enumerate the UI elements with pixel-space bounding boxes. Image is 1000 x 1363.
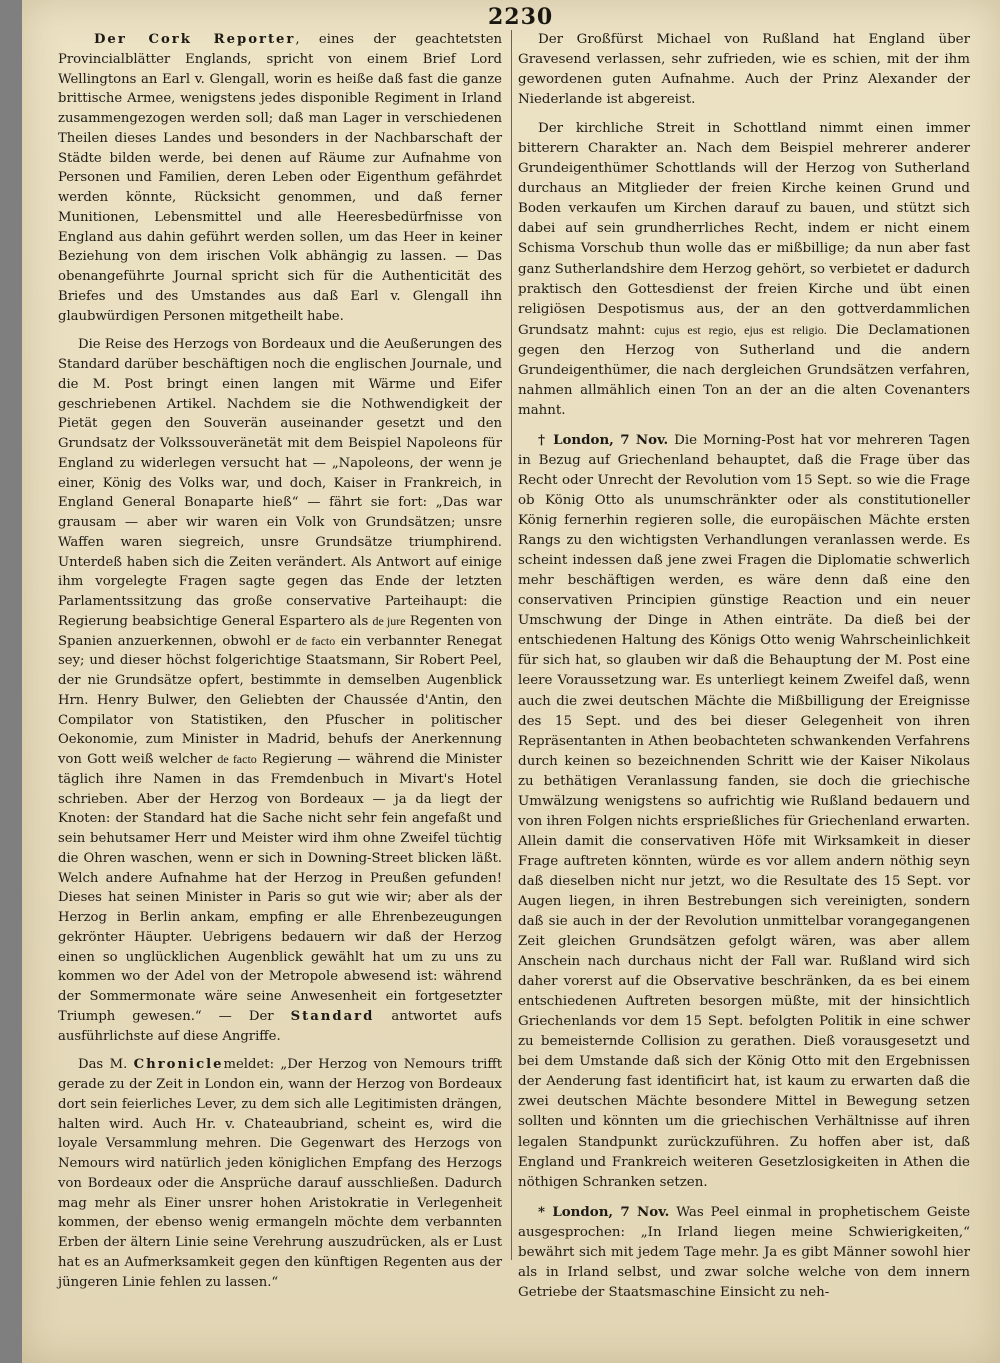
article-text: Die Reise des Herzogs von Bordeaux und die Aeußerungen des Standard darüber beschäftigen noch die englischen Journale, und die M. Post bringt einen langen mit Wärme und Eifer geschriebenen Artikel. Nachdem sie die Nothwendigkeit der Pietät gegen den Souverän auseinander gesetzt und den Grundsatz der Volkssouveränetät mit dem Beispiel Napoleons für England zu widerlegen versucht hat — „Napoleons, der wenn je einer, König des Volks war, und doch, Kaiser in Frankreich, in England General Bonaparte hieß“ — fährt sie fort: „Das war grausam — aber wir waren ein Volk von Grundsätzen; unsre Waffen waren siegreich, unsre Grundsätze triumphirend. Unterdeß haben sich die Zeiten verändert. Als Antwort auf einige ihm vorgelegte Fragen sagte gegen das Ende der letzten Parlamentssitzung das große conservative Parteihaupt: die Regierung beabsichtige General Espartero als [58, 337, 502, 629]
article-text: meldet: „Der Herzog von Nemours trifft gerade zu der Zeit in London ein, wann der Herzog von Bordeaux dort sein feierliches Lever, zu dem sich alle Legitimisten drängen, halten wird. Auch Hr. v. Chateaubriand, scheint es, wird die loyale Versammlung mehren. Die Gegenwart des Herzogs von Nemours wird natürlich jeden königlichen Empfang des Herzogs von Bordeaux oder die Ansprüche darauf ausschließen. Dadurch mag mehr als Einer unsrer hohen Aristokratie in Verlegenheit kommen, der ebenso wenig ermangeln möchte dem verbannten Erben der ältern Linie seine Verehrung auszudrücken, als er Lust hat es an Aufmerksamkeit gegen den künftigen Regenten aus der jüngeren Linie fehlen zu lassen.“ [58, 1057, 503, 1290]
dateline: † London, 7 Nov. [538, 431, 669, 448]
article-cork-reporter [58, 30, 502, 326]
article-text: Regenten von Spanien anzuerkennen, obwohl er [58, 613, 503, 649]
article-grand-duke: Der Großfürst Michael von Rußland hat England über Gravesend verlassen, sehr zufrieden, wie es schien, mit der ihm gewordenen guten Aufnahme. Auch der Prinz Alexander der Niederlande ist abgereist. [518, 32, 970, 108]
article-text: antwortet aufs ausführlichste auf diese Angriffe. [58, 1008, 502, 1044]
article-scotland-church [518, 119, 970, 421]
latin-phrase: cujus est regio, ejus est religio. [654, 322, 827, 337]
right-column [518, 30, 970, 1312]
article-chronicle [58, 1055, 502, 1292]
left-column [58, 30, 502, 1301]
dateline: * London, 7 Nov. [538, 1203, 670, 1220]
article-london-greece [518, 430, 970, 1193]
latin-phrase: de facto [217, 752, 257, 766]
latin-phrase: de facto [295, 633, 336, 648]
source-name: Standard [290, 1008, 375, 1024]
article-text: Das M. [78, 1057, 128, 1073]
article-duke-bordeaux [58, 335, 502, 1046]
article-london-ireland [518, 1202, 970, 1303]
column-divider [511, 30, 512, 1260]
article-text: Die Morning-Post hat vor mehreren Tagen in Bezug auf Griechenland behauptet, daß die Frage über das Recht oder Unrecht der Revolution vom 15 Sept. so wie die Frage ob König Otto als unumschränkter oder als constitutioneller König fernerhin regieren solle, die europäischen Mächte ersten Rangs zu den wichtigsten Verhandlungen veranlassen werde. Es scheint indessen daß jene zwei Fragen die Diplomatie schwerlich mehr beschäftigen werden, es wäre denn daß eine den conservativen Principien günstige Reaction und ein neuer Umschwung der Dinge in Athen einträte. Da dieß bei der entschiedenen Haltung des Königs Otto wenig Wahrscheinlichkeit für sich hat, so glauben wir daß die Behauptung der M. Post eine leere Voraussetzung war. Es unterliegt keinem Zweifel daß, wenn auch die zwei deutschen Mächte die Mißbilligung der Ereignisse des 15 Sept. und des bei dieser Gelegenheit von ihren Repräsentanten in Athen beobachteten schwankenden Verfahrens durch keinen so bezeichnenden Schritt wie der Kaiser Nikolaus zu bethätigen Veranlassung fanden, sie doch die griechische Umwälzung wenigstens so aufrichtig wie Rußland bedauern und von ihren Folgen nichts ersprießliches für Griechenland erwarten. Allein damit die conservativen Höfe mit Wirksamkeit in dieser Frage auftreten könnten, würde es vor allem andern nöthig seyn daß dieselben nicht nur jetzt, wo die Resultate des 15 Sept. vor Augen liegen, in ihren Bestrebungen sich vereinigten, sondern daß sie auch in der der Revolution unmittelbar vorangegangenen Zeit gleichen Grundsätzen gefolgt wären, was aber allem Anschein nach durchaus nicht der Fall war. Rußland wird sich daher vorerst auf die Observative beschränken, da es bei einem entschiedenen Auftreten besorgen müßte, mit der hinsichtlich Griechenlands vor dem 15 Sept. befolgten Politik in eine schwer zu bemeisternde Collision zu gerathen. Dieß vorausgesetzt und bei dem Umstande daß sich der König Otto mit den Ergebnissen der Aenderung fast identificirt hat, ist kaum zu erwarten daß die zwei deutschen Mächte besondere Mittel in Bewegung setzen sollten und könnten um die griechischen Verhältnisse auf ihren legalen Standpunkt zurückzuführen. Zu hoffen aber ist, daß England und Frankreich weiteren Gesetzlosigkeiten in Athen die nöthigen Schranken setzen. [518, 432, 970, 1190]
page-number: 2230 [488, 4, 554, 30]
newspaper-page [22, 0, 1000, 1363]
article-text: Der kirchliche Streit in Schottland nimmt einen immer bitterern Charakter an. Nach dem Beispiel mehrerer anderer Grundeigenthümer Schottlands will der Herzog von Sutherland durchaus an Mitglieder der freien Kirche keinen Grund und Boden verkaufen um Kirchen darauf zu bauen, und stützt sich dabei auf sein grundherrliches Recht, indem er nicht einem Schisma Vorschub thun wolle das er mißbillige; da nun aber fast ganz Sutherlandshire dem Herzog gehört, so verbietet er dadurch praktisch den Gottesdienst der freien Kirche und übt einen religiösen Despotismus aus, der an den gottverdammlichen Grundsatz mahnt: [518, 121, 970, 338]
article-text: Die Declamationen gegen den Herzog von Sutherland und die andern Grundeigenthümer, die nach dergleichen Grundsätzen verfahren, nahmen allmählich einen Ton an der an die alten Covenanters mahnt. [518, 322, 970, 418]
source-name: Chronicle [133, 1057, 224, 1073]
source-name: Der Cork Reporter [94, 32, 296, 47]
article-text: Regierung — während die Minister täglich ihre Namen in das Fremdenbuch in Mivart's Hotel schrieben. Aber der Herzog von Bordeaux — ja da liegt der Knoten: der Standard hat die Sache nicht sehr fein angefaßt und sein behutsamer Herr und Meister wird ihm ohne Zweifel tüchtig die Ohren waschen, wenn er sich in Downing-Street blicken läßt. Welch andere Aufnahme hat der Herzog in Preußen gefunden! Dieses hat seinen Minister in Paris so gut wie wir; aber als der Herzog in Berlin ankam, empfing er alle Ehrenbezeugungen gekrönter Häupter. Uebrigens bedauern wir daß der Herzog einen so unglücklichen Augenblick gewählt hat um zu uns zu kommen wo der Adel von der Metropole abwesend ist: während der Sommermonate wäre seine Anwesenheit ein fortgesetzter Triumph gewesen.“ — Der [58, 752, 502, 1024]
latin-phrase: de jure [372, 613, 406, 628]
article-text: , eines der geachtetsten Provincialblätter Englands, spricht von einem Brief Lord Wellingtons an Earl v. Glengall, worin es heiße daß fast die ganze brittische Armee, wenigstens jedes disponible Regiment in Irland zusammengezogen werden soll; daß man Lager in verschiedenen Theilen dieses Landes und besonders in der Nachbarschaft der Städte bilden werde, bei denen auf Räume zur Aufnahme von Personen und Familien, deren Leben oder Eigenthum gefährdet werden könnte, Rücksicht genommen, und daß ferner Munitionen, Lebensmittel und alle Heeresbedürfnisse von England aus dahin geführt werden sollen, um das Heer in keiner Beziehung von dem irischen Volk abhängig zu lassen. — Das obenangeführte Journal spricht sich für die Authenticität des Briefes und des Umstandes aus daß Earl v. Glengall ihn glaubwürdigen Personen mitgetheilt habe. [58, 32, 503, 324]
article-text: ein verbannter Renegat sey; und dieser höchst folgerichtige Staatsmann, Sir Robert Peel, der nie Grundsätze opfert, bestimmte in demselben Augenblick Hrn. Henry Bulwer, den Geliebten der Chaussée d'Antin, den Compilator von Statistiken, den Pfuscher in politischer Oekonomie, zum Minister in Madrid, behufs der Anerkennung von Gott weiß welcher [58, 633, 502, 767]
article-text: Was Peel einmal in prophetischem Geiste ausgesprochen: „In Irland liegen meine Schwierigkeiten,“ bewährt sich mit jedem Tage mehr. Ja es gibt Männer sowohl hier als in Irland selbst, und zwar solche welche von dem innern Getriebe der Staatsmaschine Einsicht zu neh- [518, 1204, 970, 1300]
